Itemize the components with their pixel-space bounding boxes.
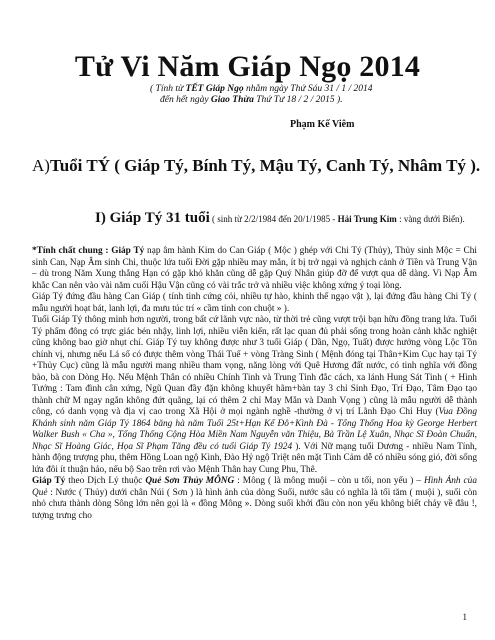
body-text bbox=[32, 246, 477, 522]
paragraph-text: theo Dịch Lý thuộc bbox=[65, 476, 146, 486]
section-1-heading bbox=[95, 210, 475, 226]
author-name: Phạm Kế Viêm bbox=[290, 119, 355, 130]
date-range-line-1 bbox=[150, 84, 373, 95]
section-a-heading bbox=[32, 155, 482, 177]
section-1-detail-end: : vàng dưới Biển). bbox=[396, 214, 465, 224]
paragraph-text: Giáp Tý đứng đầu hàng Can Giáp ( tính tình cứng cỏi, nhiều tự hào, khinh thế ngạo vật ), lại đứng đầu hàng Chi Tý ( mẫu người hoạt bát, lanh lợi, đa mưu túc trí « cầm tinh con chuột » ). bbox=[32, 292, 477, 314]
paragraph-text: : Nước ( Thủy) dưới chân Núi ( Sơn ) là hình ảnh của dòng Suối, nước sâu có nghĩa là tối tăm ( muội ), suối còn nhỏ chưa thành dòng Sông lớn nên gọi là « đồng Mông ». Dòng suối khởi đầu còn non yếu không biết chảy về đâu !, tượng trưng cho bbox=[32, 487, 477, 521]
date-text: ( Tính từ bbox=[150, 84, 186, 94]
paragraph bbox=[32, 476, 477, 522]
date-range-note bbox=[150, 84, 373, 106]
paragraph-text: Tuổi Giáp Tý thông minh hơn người, trong bất cứ lãnh vực nào, từ thời trẻ cũng vượt trội bạn hữu đồng trang lứa. Tuổi Tý phẩm đông có trực giác bén nhậy, linh lợi, nhiều viễn kiến, rất lạc quan đủ phải sống trong hoàn cảnh khắc nghiệt cũng không bao giờ nhụt chí. Giáp Tý tuy không được như 3 tuổi Giáp ( Dần, Ngọ, Tuất) được hưởng vòng Lộc Tồn chính vị, nhưng nếu Lá số có được thêm vòng Thái Tuế + vòng Tràng Sinh ( Mệnh đóng tại Thân+Kim Cục hay tại Tý +Thủy Cục) cũng là mẫu người mang nhiều tham vọng, năng lòng với Quê Hương đất nước, có tinh nghĩa với đồng bào, bà con Dòng Họ. Nếu Mệnh Thân có nhiều Chính Tinh và Trung Tinh đắc cách, xa lánh Hung Sát Tinh ( + Hình Tướng : Tam đình cân xứng, Ngũ Quan đầy đặn không khuyết hãm+bàn tay 3 chỉ Sinh Đạo, Trí Đạo, Tâm Đạo tạo thành chữ M ngay ngắn không đứt quãng, lại có thêm 2 chỉ May Mắn và Danh Vọng ) cũng là mẫu người dễ thành công, có danh vọng và địa vị cao trong Xã Hội ở mọi ngành nghề -thường ở vị trí Lãnh Đạo Chỉ Huy ( bbox=[32, 315, 477, 417]
date-text: đến hết ngày bbox=[160, 95, 211, 105]
paragraph-italic: Vua Đồng Khánh sinh năm Giáp Tý 1864 băng hà năm Tuổi 25t+Hạn Kế Đô+Kình Đà - Tổng Thống Hoa kỳ George Herbert Walker Bush « Cha », Tổng Thống Cộng Hòa Miền Nam Nguyễn văn Thiệu, Bà Trần Lệ Xuân, Nhạc Sĩ Đoàn Chuẩn, Nhạc Sĩ Hoàng Giác, Họa Sĩ Phạm Tăng đều có tuổi Giáp Tý 1924 bbox=[32, 407, 477, 452]
document-title: Tử Vi Năm Giáp Ngọ 2014 bbox=[74, 50, 421, 83]
paragraph-lead: Giáp Tý bbox=[32, 476, 66, 486]
date-bold-text: TẾT Giáp Ngọ bbox=[185, 84, 244, 94]
section-1-element: Hải Trung Kim bbox=[337, 214, 397, 224]
paragraph-italic: Hình Ảnh của Quẻ bbox=[32, 476, 477, 498]
date-text: nhằm ngày Thứ Sáu 31 / 1 / 2014 bbox=[243, 84, 373, 94]
paragraph-text: : Mông ( là mông muội – còn u tối, non yếu ) – bbox=[234, 476, 424, 486]
section-a-label: A) bbox=[32, 156, 50, 175]
paragraph-text: ). Với Nữ mạng tuổi Dương - nhiều Nam Tính, hành động trượng phu, thêm Hồng Loan ngộ Kình, Đào Hỷ ngộ Triệt nên mặt Tình Cảm dễ có nhiều sóng gió, đời sống lứa đôi ít thuận hảo, nếu bộ Sao trên rơi vào Mệnh Thân hay Cung Phu, Thê. bbox=[32, 441, 477, 475]
date-bold-text: Giao Thừa bbox=[210, 95, 254, 105]
date-range-line-2 bbox=[160, 95, 373, 106]
date-text: Thứ Tư 18 / 2 / 2015 ). bbox=[253, 95, 343, 105]
section-1-title: I) Giáp Tý 31 tuổi bbox=[95, 210, 210, 226]
paragraph bbox=[32, 292, 477, 315]
paragraph bbox=[32, 246, 477, 292]
paragraph-lead: *Tính chất chung : Giáp Tý bbox=[32, 246, 145, 256]
page-number: 1 bbox=[462, 612, 467, 622]
section-1-detail: ( sinh từ 2/2/1984 đến 20/1/1985 - bbox=[209, 214, 338, 224]
paragraph bbox=[32, 315, 477, 476]
section-a-title: Tuổi TÝ ( Giáp Tý, Bính Tý, Mậu Tý, Canh Tý, Nhâm Tý ). bbox=[49, 156, 481, 175]
paragraph-bold-italic: Quẻ Sơn Thủy MÔNG bbox=[145, 476, 235, 486]
paragraph-text: nạp âm hành Kim do Can Giáp ( Mộc ) ghép với Chi Tý (Thủy), Thủy sinh Mộc = Chi sinh Can, Nạp Âm sinh Chi, thuộc lứa tuổi Đời gặp nhiều may mắn, ít bị trở ngại và nghịch cảnh ở Tiền và Trung Vận – dù trong Năm Xung thắng Hạn có gặp khó khăn cũng dễ gặp Quý Nhân giúp đỡ để vượt qua dễ dàng. Vì Nạp Âm khắc Can nên vào vài năm cuối Hậu Vận cũng có vài trắc trở và nhiều việc không xứng ý toại lòng. bbox=[32, 246, 477, 291]
